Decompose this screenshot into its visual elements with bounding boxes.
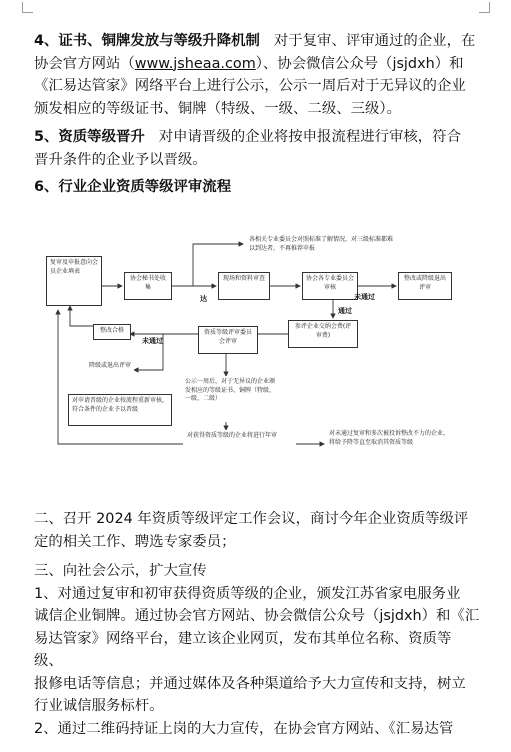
flow-upgrade-note: 对申请晋级的企业按流程重新审核，符合条件的企业予以晋级: [68, 394, 172, 426]
flow-annual-review-box: 对获得资质等级的企业将进行年审: [184, 430, 296, 460]
section-6-heading: 6、行业企业资质等级评审流程: [34, 179, 232, 195]
flow-label-pass: 通过: [338, 307, 352, 315]
section-4-text-2b: ）、协会微信公众号（jsjdxh）和: [255, 55, 464, 72]
section-4-line-3: 《汇易达管家》网络平台上进行公示，公示一周后对于无异议的企业: [34, 78, 466, 94]
flow-fee-box: 参评企业交纳会费(评审费): [288, 320, 358, 348]
flow-committee-note: 各相关专业委员会对照标准了解情况，对三级标准都难以到达者，不再推荐申报: [246, 234, 396, 256]
flow-label-reach: 达: [200, 295, 207, 303]
section-3-item-1-line-5: 行业诚信服务标杆。: [34, 698, 164, 714]
flow-grade-committee-box: 资质等级评审委员会评审: [198, 326, 258, 354]
section-3-item-1-line-3: 易达管家》网络平台，建立该企业网页，发布其单位名称、资质等级、: [34, 630, 452, 669]
section-3-item-1-line-1: 1、对通过复审和初审获得资质等级的企业，颁发江苏省家电服务业: [34, 585, 461, 602]
section-5-line-2: 晋升条件的企业予以晋级。: [34, 151, 207, 168]
section-3-item-1-line-2: 诚信企业铜牌。通过协会官方网站、协会微信公众号（jsjdxh）和《汇: [34, 608, 480, 624]
flow-committee-review-box: 协会各专业委员会审核: [302, 272, 358, 300]
flow-rectify-box: 整改合格: [93, 324, 131, 340]
section-4-heading: 4、证书、铜牌发放与等级升降机制: [34, 33, 260, 49]
flow-annual-fail-note: 对未通过复审和多次被投诉整改不力的企业，将给予降等直至取消其资质等级: [326, 428, 454, 458]
review-flowchart: [38, 234, 476, 462]
flow-secretary-box: 协会秘书处收集: [124, 272, 172, 300]
section-3-item-1-line-4: 报修电话等信息；并通过媒体及各种渠道给予大力宣传和支持，树立: [34, 675, 466, 692]
section-3: [34, 560, 480, 740]
section-2-line-1: 二、召开 2024 年资质等级评定工作会议，商讨今年企业资质等级评: [34, 511, 469, 527]
section-4-text-1: 对于复审、评审通过的企业，在: [273, 33, 476, 49]
flow-apply-box: 复审及申报意向会员企业填表: [46, 256, 102, 306]
section-5: [34, 126, 480, 171]
flow-downgrade-box: 降级或退出评审: [86, 360, 134, 382]
section-2: [34, 508, 480, 553]
section-4-line-2: [34, 53, 480, 76]
section-3-item-2-line-1: 2、通过二维码持证上岗的大力宣传，在协会官方网站、《汇易达管: [34, 720, 454, 737]
section-4-text-2a: 协会官方网站（: [34, 55, 135, 72]
section-5-heading: 5、资质等级晋升: [34, 129, 145, 145]
association-website-link[interactable]: www.jsheaa.com: [134, 55, 256, 72]
section-5-line-1: [34, 126, 480, 149]
flow-publicity-box: 公示一周后，对于无异议的企业颁发相应的等级证书、铜牌（特级、一级、二级）: [182, 376, 282, 420]
section-2-line-2: 定的相关工作、聘选专家委员；: [34, 533, 236, 550]
flow-label-not-pass-2: 未通过: [142, 337, 163, 345]
flow-site-review-box: 现场和资料审查: [218, 272, 270, 300]
section-4-line-4: 颁发相应的等级证书、铜牌（特级、一级、二级、三级）。: [34, 100, 401, 117]
flow-downgrade-exit-box: 整改或降级退出评审: [398, 272, 452, 300]
section-4-line-1: [34, 30, 480, 53]
section-3-heading: 三、向社会公示，扩大宣传: [34, 563, 207, 579]
page-corner-mark-left: [22, 2, 33, 13]
flow-label-not-pass-1: 未通过: [354, 293, 375, 301]
section-4: [34, 30, 480, 120]
page-corner-mark-right: [479, 2, 490, 13]
section-5-text-1: 对申请晋级的企业将按申报流程进行审核，符合: [158, 129, 461, 145]
